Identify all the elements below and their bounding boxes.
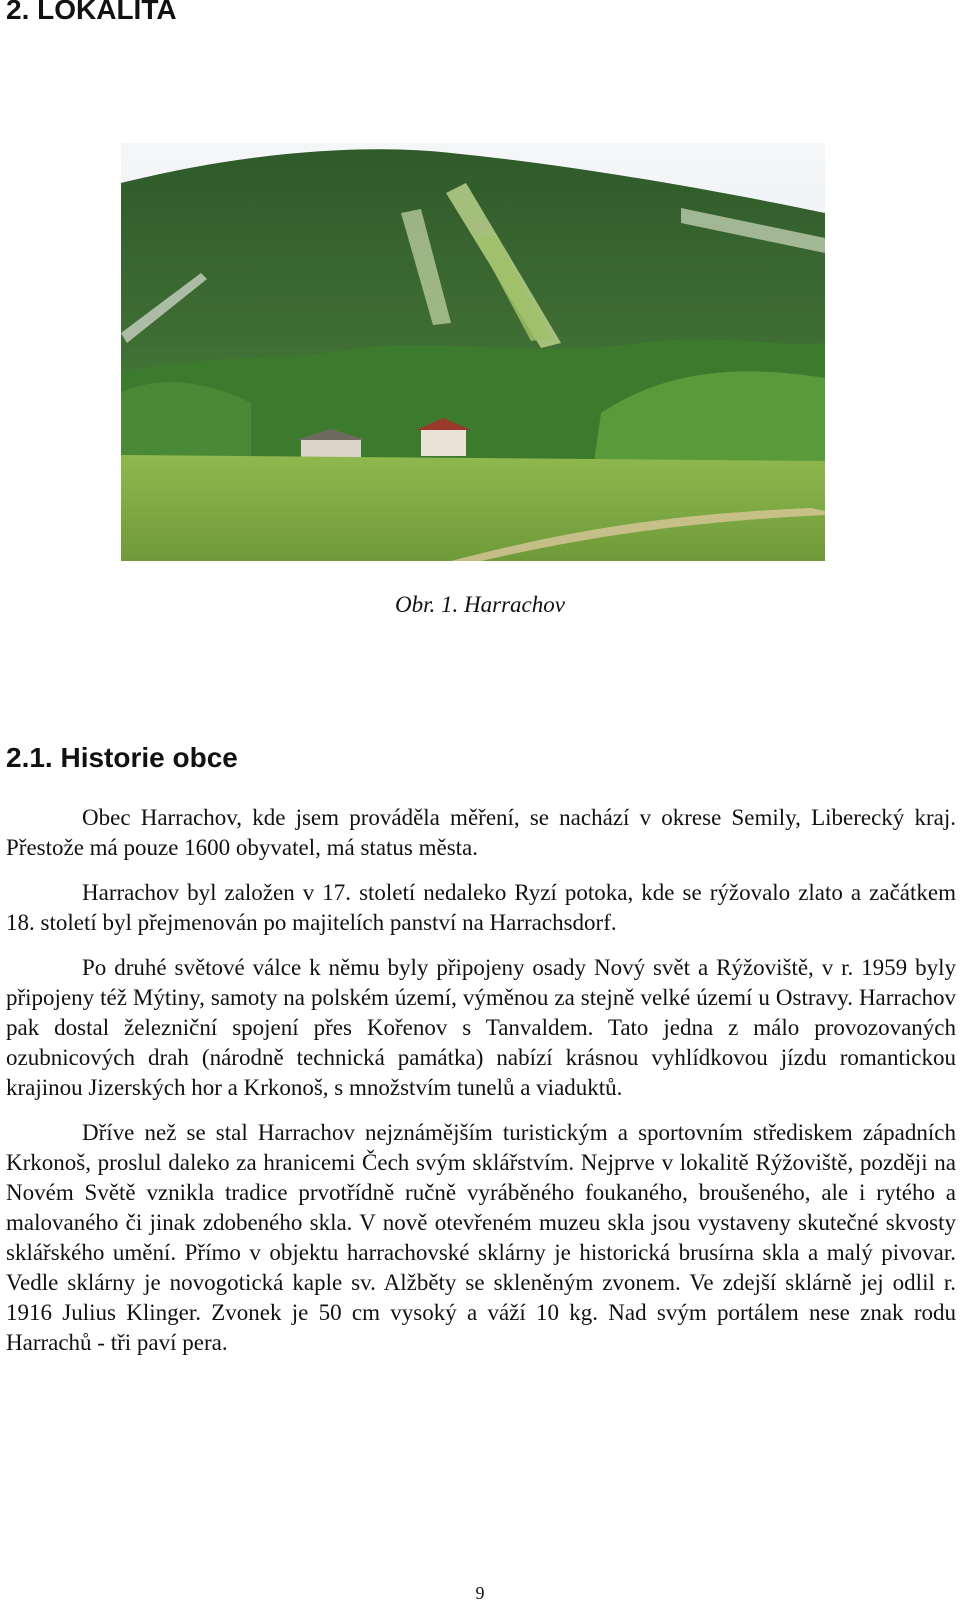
harrachov-photo [121, 143, 825, 561]
page-number: 9 [475, 1583, 485, 1603]
section-title: 2.1. Historie obce [6, 742, 238, 773]
figure-caption: Obr. 1. Harrachov [395, 592, 565, 617]
paragraph: Po druhé světové válce k němu byly připojeny osady Nový svět a Rýžoviště, v r. 1959 byly připojeny též Mýtiny, samoty na polském území, výměnou za stejně velké území u Ostravy. Harrachov pak dostal železniční spojení přes Kořenov s Tanvaldem. Tato jedna z málo provozovaných ozubnicových drah (národně technická památka) nabízí krásnou vyhlídkovou jízdu romantickou krajinou Jizerských hor a Krkonoš, s množstvím tunelů a viaduktů. [6, 955, 956, 1100]
landscape-illustration [121, 143, 825, 561]
paragraph: Obec Harrachov, kde jsem prováděla měření, se nachází v okrese Semily, Liberecký kraj. Přestože má pouze 1600 obyvatel, má status města. [6, 805, 956, 860]
section-body [6, 803, 956, 1373]
chapter-heading: 2. LOKALITA [6, 0, 177, 25]
paragraph: Dříve než se stal Harrachov nejznámějším turistickým a sportovním střediskem západních Krkonoš, proslul daleko za hranicemi Čech svým sklářstvím. Nejprve v lokalitě Rýžoviště, později na Novém Světě vznikla tradice prvotřídně ručně vyráběného foukaného, broušeného, ale i rytého a malovaného či jinak zdobeného skla. V nově otevřeném muzeu skla jsou vystaveny skutečné skvosty sklářského umění. Přímo v objektu harrachovské sklárny je historická brusírna skla a malý pivovar. Vedle sklárny je novogotická kaple sv. Alžběty se skleněným zvonem. Ve zdejší sklárně jej odlil r. 1916 Julius Klinger. Zvonek je 50 cm vysoký a váží 10 kg. Nad svým portálem nese znak rodu Harrachů - tři paví pera. [6, 1120, 956, 1355]
paragraph: Harrachov byl založen v 17. století nedaleko Ryzí potoka, kde se rýžovalo zlato a začátkem 18. století byl přejmenován po majitelích panství na Harrachsdorf. [6, 880, 956, 935]
